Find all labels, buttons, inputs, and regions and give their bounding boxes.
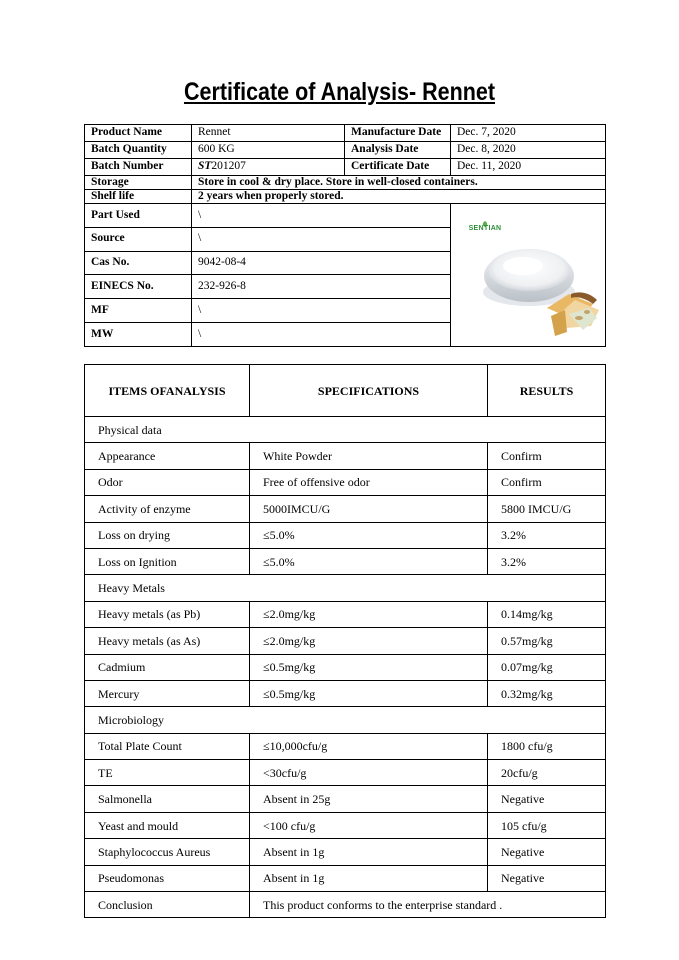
item-cell: Total Plate Count [85,733,250,759]
result-cell: 20cfu/g [488,760,606,786]
item-cell: Heavy metals (as Pb) [85,601,250,627]
product-image-cell [451,204,606,347]
conclusion-label: Conclusion [85,892,250,918]
item-cell: Cadmium [85,654,250,680]
spec-cell: <100 cfu/g [250,812,488,838]
spec-cell: ≤0.5mg/kg [250,654,488,680]
einecs-label: EINECS No. [85,275,192,299]
source-value: \ [192,227,451,251]
spec-cell: ≤5.0% [250,522,488,548]
result-cell: Negative [488,865,606,891]
spec-cell: White Powder [250,443,488,469]
product-name-value: Rennet [192,125,345,142]
item-cell: Mercury [85,680,250,706]
table-row [85,654,606,680]
result-cell: 1800 cfu/g [488,733,606,759]
result-cell: Confirm [488,443,606,469]
spec-cell: ≤2.0mg/kg [250,601,488,627]
table-row [85,839,606,865]
section-physical-data: Physical data [85,417,606,443]
result-cell: 0.14mg/kg [488,601,606,627]
table-row [85,522,606,548]
result-cell: 0.32mg/kg [488,680,606,706]
table-row [85,469,606,495]
item-cell: Appearance [85,443,250,469]
section-microbiology: Microbiology [85,707,606,733]
table-row [85,812,606,838]
item-cell: TE [85,760,250,786]
certificate-date-label: Certificate Date [345,159,451,176]
result-cell: 105 cfu/g [488,812,606,838]
result-cell: 3.2% [488,522,606,548]
cas-label: Cas No. [85,251,192,275]
item-cell: Staphylococcus Aureus [85,839,250,865]
item-cell: Loss on drying [85,522,250,548]
section-heavy-metals: Heavy Metals [85,575,606,601]
mf-label: MF [85,299,192,323]
manufacture-date-label: Manufacture Date [345,125,451,142]
spec-cell: ≤2.0mg/kg [250,628,488,654]
item-cell: Heavy metals (as As) [85,628,250,654]
certificate-date-value: Dec. 11, 2020 [451,159,606,176]
item-cell: Salmonella [85,786,250,812]
item-cell: Loss on Ignition [85,548,250,574]
analysis-date-value: Dec. 8, 2020 [451,142,606,159]
storage-value: Store in cool & dry place. Store in well-closed containers. [192,176,606,190]
result-cell: 0.07mg/kg [488,654,606,680]
item-cell: Pseudomonas [85,865,250,891]
table-row [85,601,606,627]
header-specifications: SPECIFICATIONS [250,365,488,417]
table-row [85,760,606,786]
spec-cell: Free of offensive odor [250,469,488,495]
spec-cell: Absent in 1g [250,839,488,865]
source-label: Source [85,227,192,251]
logo-text: SENTIAN [468,225,502,232]
header-results: RESULTS [488,365,606,417]
conclusion-row [85,892,606,918]
mf-value: \ [192,299,451,323]
result-cell: 5800 IMCU/G [488,496,606,522]
conclusion-value: This product conforms to the enterprise standard . [250,892,606,918]
batch-number-digits: 201207 [211,160,246,173]
rennet-powder-photo-icon [451,204,605,346]
batch-quantity-value: 600 KG [192,142,345,159]
batch-number-prefix: ST [198,160,212,173]
result-cell: 3.2% [488,548,606,574]
analysis-date-label: Analysis Date [345,142,451,159]
shelf-life-value: 2 years when properly stored. [192,190,606,204]
table-row [85,733,606,759]
result-cell: 0.57mg/kg [488,628,606,654]
spec-cell: ≤5.0% [250,548,488,574]
table-row [85,786,606,812]
result-cell: Confirm [488,469,606,495]
cas-value: 9042-08-4 [192,251,451,275]
storage-label: Storage [85,176,192,190]
table-row [85,443,606,469]
product-image [451,204,605,346]
einecs-value: 232-926-8 [192,275,451,299]
product-name-label: Product Name [85,125,192,142]
table-row [85,628,606,654]
item-cell: Yeast and mould [85,812,250,838]
item-cell: Activity of enzyme [85,496,250,522]
mw-label: MW [85,323,192,347]
spec-cell: 5000IMCU/G [250,496,488,522]
spec-cell: <30cfu/g [250,760,488,786]
analysis-table [84,364,606,918]
table-row [85,865,606,891]
spec-cell: ≤10,000cfu/g [250,733,488,759]
shelf-life-label: Shelf life [85,190,192,204]
manufacture-date-value: Dec. 7, 2020 [451,125,606,142]
spec-cell: ≤0.5mg/kg [250,680,488,706]
result-cell: Negative [488,786,606,812]
document-title: Certificate of Analysis- Rennet [183,78,496,106]
header-items: ITEMS OFANALYSIS [85,365,250,417]
item-cell: Odor [85,469,250,495]
table-row [85,496,606,522]
batch-number-value [192,159,345,176]
spec-cell: Absent in 25g [250,786,488,812]
batch-quantity-label: Batch Quantity [85,142,192,159]
part-used-label: Part Used [85,204,192,228]
table-row [85,548,606,574]
product-info-table [84,124,606,347]
spec-cell: Absent in 1g [250,865,488,891]
table-row [85,680,606,706]
batch-number-label: Batch Number [85,159,192,176]
part-used-value: \ [192,204,451,228]
mw-value: \ [192,323,451,347]
result-cell: Negative [488,839,606,865]
